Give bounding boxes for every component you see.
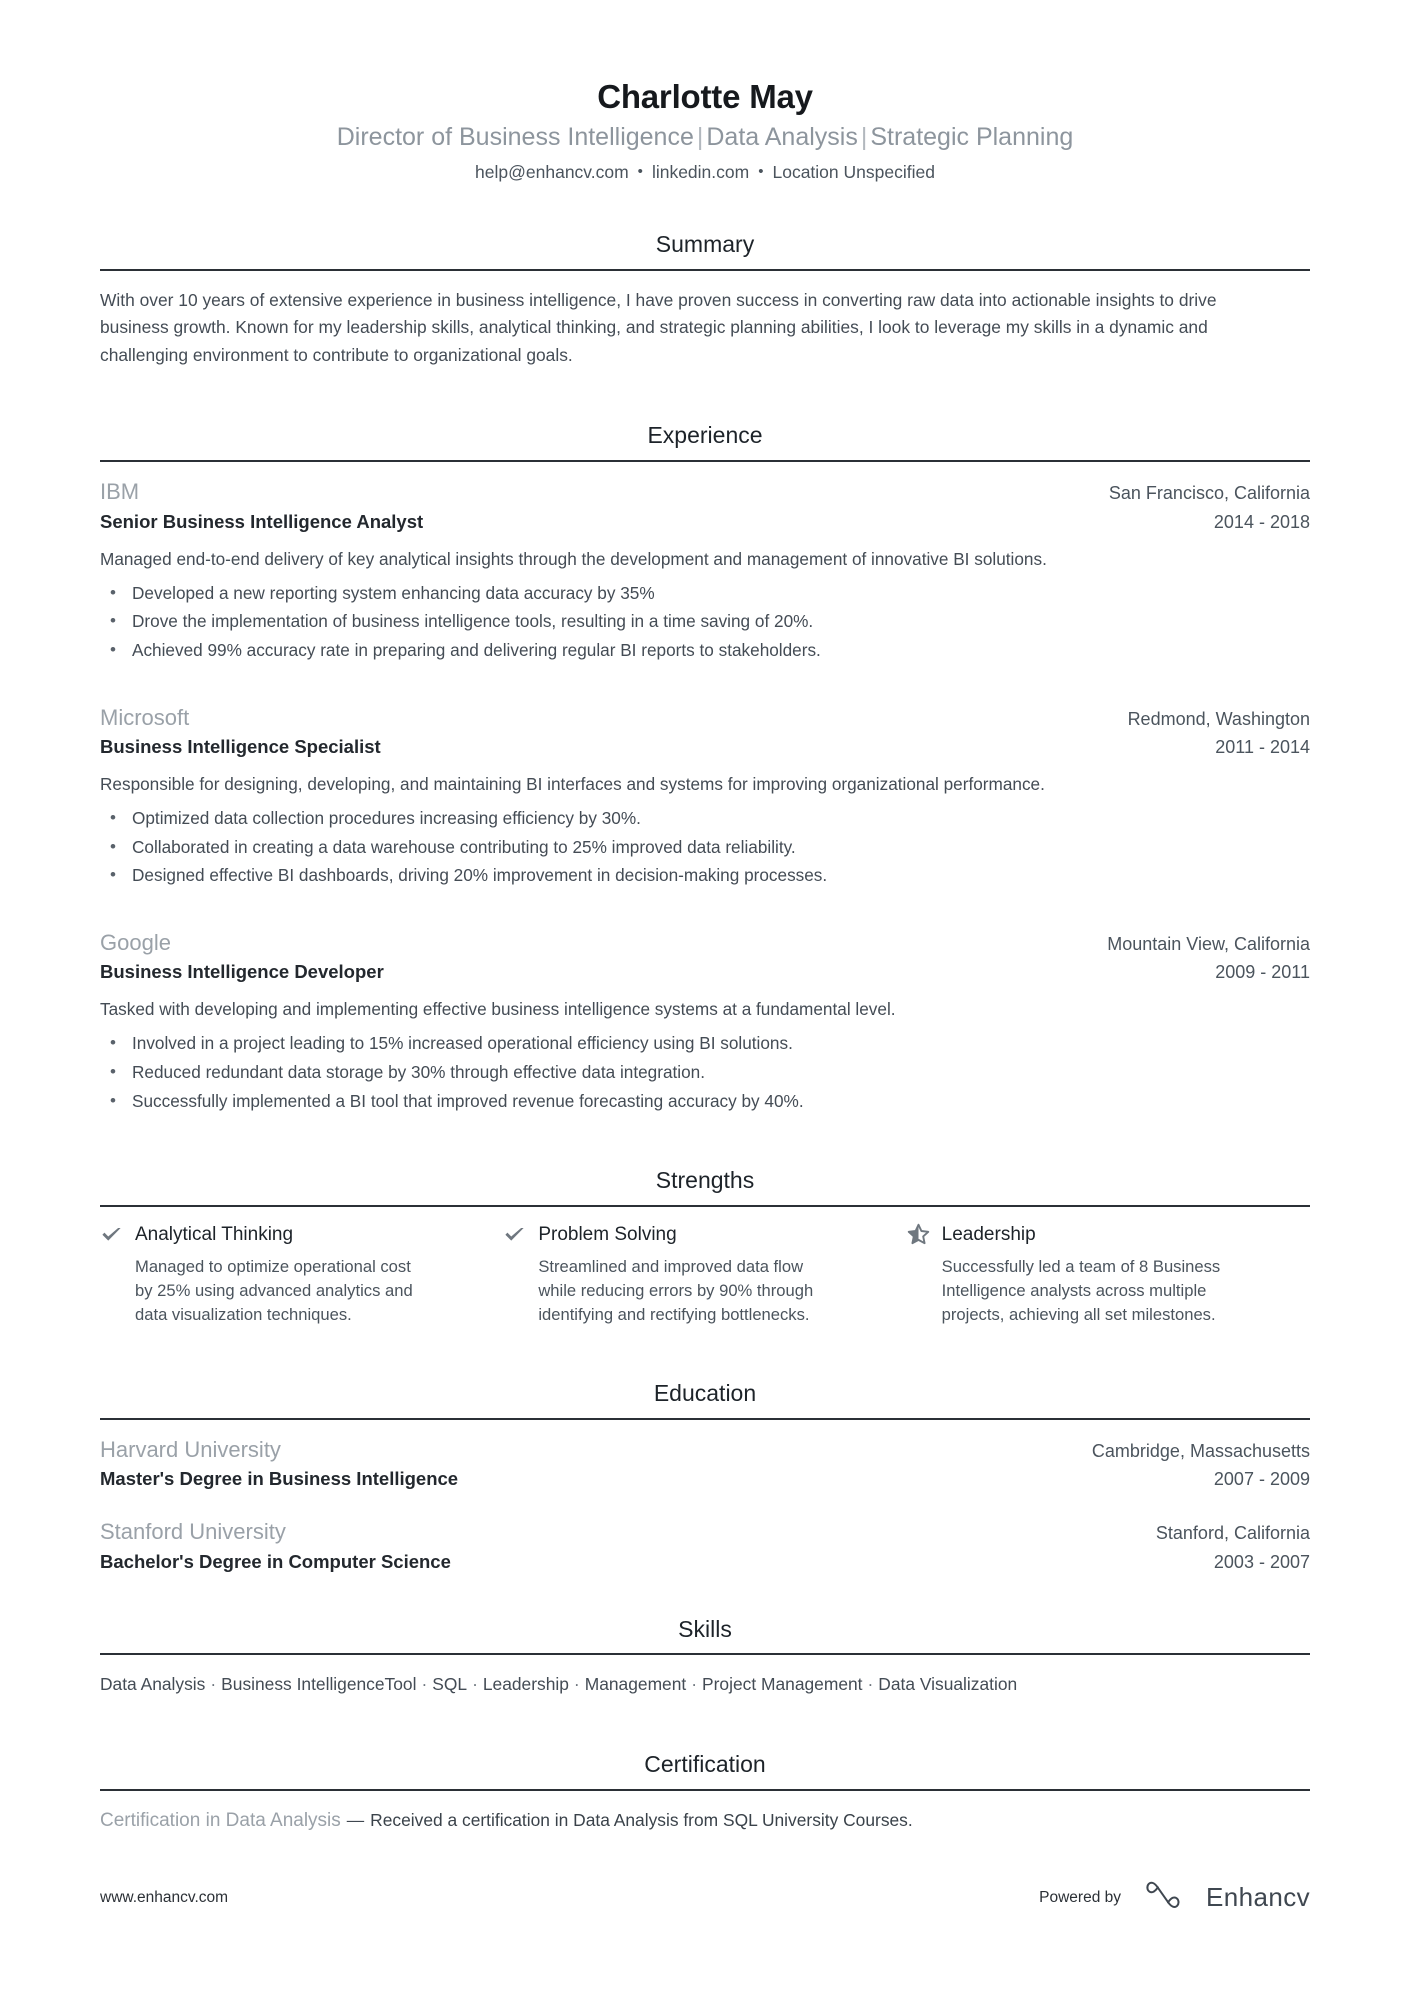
list-item: [100, 805, 1310, 832]
experience-bullet-list: [100, 805, 1310, 889]
experience-entry-header: [100, 929, 1310, 958]
section-title-experience: Experience: [647, 422, 763, 449]
section-title-certification: Certification: [644, 1751, 766, 1778]
bullet-icon: •: [110, 1033, 116, 1053]
strength-header: [503, 1223, 872, 1247]
list-item-text: Involved in a project leading to 15% increased operational efficiency using BI solutions.: [132, 1033, 793, 1054]
list-item: [100, 1088, 1310, 1115]
list-item-text: Achieved 99% accuracy rate in preparing and delivering regular BI reports to stakeholders.: [132, 639, 821, 660]
strength-header: [100, 1223, 469, 1247]
headline-separator-1: |: [696, 122, 704, 151]
experience-role: Business Intelligence Specialist: [100, 736, 381, 758]
skill-item: Leadership: [482, 1674, 569, 1695]
experience-description: Managed end-to-end delivery of key analytical insights through the development and management of innovative BI solutions.: [100, 548, 1047, 569]
experience-entry-header: [100, 704, 1310, 733]
experience-company: Google: [100, 929, 171, 955]
experience-location: San Francisco, California: [1108, 483, 1310, 504]
resume-content: [100, 0, 1310, 1836]
footer-website-url[interactable]: www.enhancv.com: [100, 1888, 229, 1906]
skill-separator: ·: [573, 1674, 580, 1695]
bullet-icon: •: [110, 1090, 116, 1110]
section-title-education: Education: [653, 1379, 757, 1406]
education-dates: 2003 - 2007: [1213, 1551, 1310, 1572]
experience-entry: [100, 704, 1310, 889]
experience-location: Redmond, Washington: [1127, 708, 1310, 729]
skill-item: Management: [584, 1674, 687, 1695]
bullet-icon: •: [110, 1061, 116, 1081]
strength-description: Streamlined and improved data flow while reducing errors by 90% through identifying and rectifying bottlenecks.: [538, 1256, 814, 1324]
page-title: Charlotte May: [597, 78, 813, 115]
section-certification: [100, 1750, 1310, 1835]
section-skills: [100, 1615, 1310, 1699]
headline-separator-2: |: [860, 122, 868, 151]
spacer: [100, 1120, 1310, 1166]
contact-email[interactable]: help@enhancv.com: [475, 162, 629, 183]
section-divider: [100, 460, 1310, 462]
strength-description: Managed to optimize operational cost by 25% using advanced analytics and data visualization techniques.: [135, 1256, 413, 1324]
education-entry-header: [100, 1436, 1310, 1465]
experience-description: Responsible for designing, developing, and maintaining BI interfaces and systems for improving organizational performance.: [100, 774, 1045, 795]
professional-headline: [100, 122, 1310, 153]
education-degree: Master's Degree in Business Intelligence: [100, 1468, 459, 1490]
experience-location: Mountain View, California: [1107, 933, 1310, 954]
skills-list: [100, 1671, 1310, 1698]
experience-role: Business Intelligence Developer: [100, 961, 384, 983]
contact-linkedin[interactable]: linkedin.com: [651, 162, 750, 183]
education-entry-subheader: [100, 1464, 1310, 1492]
resume-header: [100, 78, 1310, 184]
check-icon: [100, 1223, 123, 1246]
page-footer: [100, 1880, 1310, 1915]
education-location: Stanford, California: [1155, 1523, 1310, 1544]
list-item: [100, 834, 1310, 861]
strength-item: [100, 1223, 503, 1327]
section-strengths: [100, 1166, 1310, 1327]
list-item-text: Developed a new reporting system enhancing data accuracy by 35%: [132, 582, 655, 603]
experience-bullet-list: [100, 580, 1310, 664]
strength-description: Successfully led a team of 8 Business Intelligence analysts across multiple projects, achieving all set milestones.: [941, 1256, 1221, 1324]
skill-item: Business IntelligenceTool: [221, 1674, 417, 1695]
experience-entry: [100, 929, 1310, 1114]
spacer: [100, 1581, 1310, 1615]
list-item-text: Successfully implemented a BI tool that improved revenue forecasting accuracy by 40%.: [132, 1090, 804, 1111]
contact-separator-2: •: [758, 163, 764, 181]
education-entry: [100, 1518, 1310, 1575]
education-school: Stanford University: [100, 1519, 286, 1545]
bullet-icon: •: [110, 582, 116, 602]
star-icon: [907, 1223, 930, 1246]
spacer: [100, 375, 1310, 421]
section-summary: [100, 230, 1310, 369]
list-item: [100, 1059, 1310, 1086]
contact-line: [100, 161, 1310, 184]
strengths-grid: [100, 1223, 1310, 1327]
education-entry-subheader: [100, 1547, 1310, 1575]
certification-entry: [100, 1807, 1310, 1836]
strength-item: [503, 1223, 906, 1327]
education-school: Harvard University: [100, 1436, 281, 1462]
bullet-icon: •: [110, 836, 116, 856]
experience-dates: 2009 - 2011: [1215, 962, 1310, 983]
strength-name: Analytical Thinking: [135, 1223, 294, 1245]
experience-role: Senior Business Intelligence Analyst: [100, 510, 424, 532]
section-divider: [100, 269, 1310, 271]
headline-part-1: Director of Business Intelligence: [336, 122, 694, 151]
headline-part-2: Data Analysis: [706, 122, 858, 151]
spacer: [100, 690, 1310, 704]
list-item: [100, 862, 1310, 889]
education-location: Cambridge, Massachusetts: [1091, 1440, 1310, 1461]
bullet-icon: •: [110, 807, 116, 827]
list-item-text: Designed effective BI dashboards, driving 20% improvement in decision-making processes.: [132, 865, 828, 886]
strength-item: [907, 1223, 1310, 1327]
section-divider: [100, 1418, 1310, 1420]
spacer: [100, 1333, 1310, 1379]
experience-dates: 2014 - 2018: [1213, 511, 1310, 532]
powered-by-label: Powered by: [1039, 1888, 1122, 1906]
skill-separator: ·: [472, 1674, 478, 1695]
strength-header: [907, 1223, 1276, 1247]
list-item-text: Collaborated in creating a data warehouse contributing to 25% improved data reliability.: [132, 836, 796, 857]
skill-separator: ·: [421, 1674, 428, 1695]
skill-separator: ·: [210, 1674, 217, 1695]
section-divider: [100, 1653, 1310, 1655]
enhancv-logo: [1143, 1880, 1310, 1915]
section-divider: [100, 1789, 1310, 1791]
experience-entry-subheader: [100, 507, 1310, 535]
summary-text: With over 10 years of extensive experience in business intelligence, I have proven success in converting raw data into actionable insights to drive business growth. Known for my leadership skills, analytical thinking, and strategic planning abilities, I look to leverage my skills in a dynamic and challenging environment to contribute to organizational goals.: [100, 289, 1217, 365]
certification-dash: —: [346, 1810, 365, 1831]
education-degree: Bachelor's Degree in Computer Science: [100, 1550, 451, 1572]
section-title-strengths: Strengths: [655, 1167, 755, 1194]
enhancv-mark-icon: [1143, 1880, 1193, 1915]
section-experience: [100, 421, 1310, 1114]
experience-entry-subheader: [100, 732, 1310, 760]
headline-part-3: Strategic Planning: [870, 122, 1074, 151]
list-item: [100, 1030, 1310, 1057]
experience-description: Tasked with developing and implementing effective business intelligence systems at a fundamental level.: [100, 999, 896, 1020]
skill-item: Data Analysis: [100, 1674, 206, 1695]
education-entry: [100, 1436, 1310, 1493]
education-entry-header: [100, 1518, 1310, 1547]
spacer: [100, 915, 1310, 929]
skill-separator: ·: [691, 1674, 698, 1695]
section-title-skills: Skills: [678, 1615, 732, 1642]
list-item: [100, 608, 1310, 635]
education-dates: 2007 - 2009: [1213, 1469, 1310, 1490]
certification-name: Certification in Data Analysis: [100, 1810, 341, 1832]
strength-name: Leadership: [941, 1223, 1036, 1245]
list-item: [100, 637, 1310, 664]
experience-company: Microsoft: [100, 704, 190, 730]
section-divider: [100, 1205, 1310, 1207]
contact-location: Location Unspecified: [772, 162, 935, 183]
check-icon: [503, 1223, 526, 1246]
experience-company: IBM: [100, 479, 140, 505]
bullet-icon: •: [110, 611, 116, 631]
list-item-text: Optimized data collection procedures increasing efficiency by 30%.: [132, 807, 641, 828]
skill-item: Project Management: [702, 1674, 863, 1695]
certification-description: Received a certification in Data Analysis from SQL University Courses.: [370, 1810, 913, 1831]
experience-entry-header: [100, 478, 1310, 507]
experience-entry: [100, 478, 1310, 663]
list-item-text: Reduced redundant data storage by 30% through effective data integration.: [132, 1061, 706, 1082]
experience-entry-subheader: [100, 957, 1310, 985]
list-item: [100, 580, 1310, 607]
experience-dates: 2011 - 2014: [1215, 737, 1310, 758]
bullet-icon: •: [110, 865, 116, 885]
spacer: [100, 1704, 1310, 1750]
skill-item: Data Visualization: [878, 1674, 1018, 1695]
section-education: [100, 1379, 1310, 1575]
section-title-summary: Summary: [655, 231, 755, 258]
list-item-text: Drove the implementation of business intelligence tools, resulting in a time saving of 20%.: [132, 611, 814, 632]
enhancv-wordmark: Enhancv: [1206, 1882, 1310, 1912]
contact-separator-1: •: [637, 163, 643, 181]
bullet-icon: •: [110, 639, 116, 659]
footer-branding: [1039, 1880, 1310, 1915]
strength-name: Problem Solving: [538, 1223, 677, 1245]
skill-item: SQL: [432, 1674, 468, 1695]
experience-bullet-list: [100, 1030, 1310, 1114]
skill-separator: ·: [867, 1674, 874, 1695]
